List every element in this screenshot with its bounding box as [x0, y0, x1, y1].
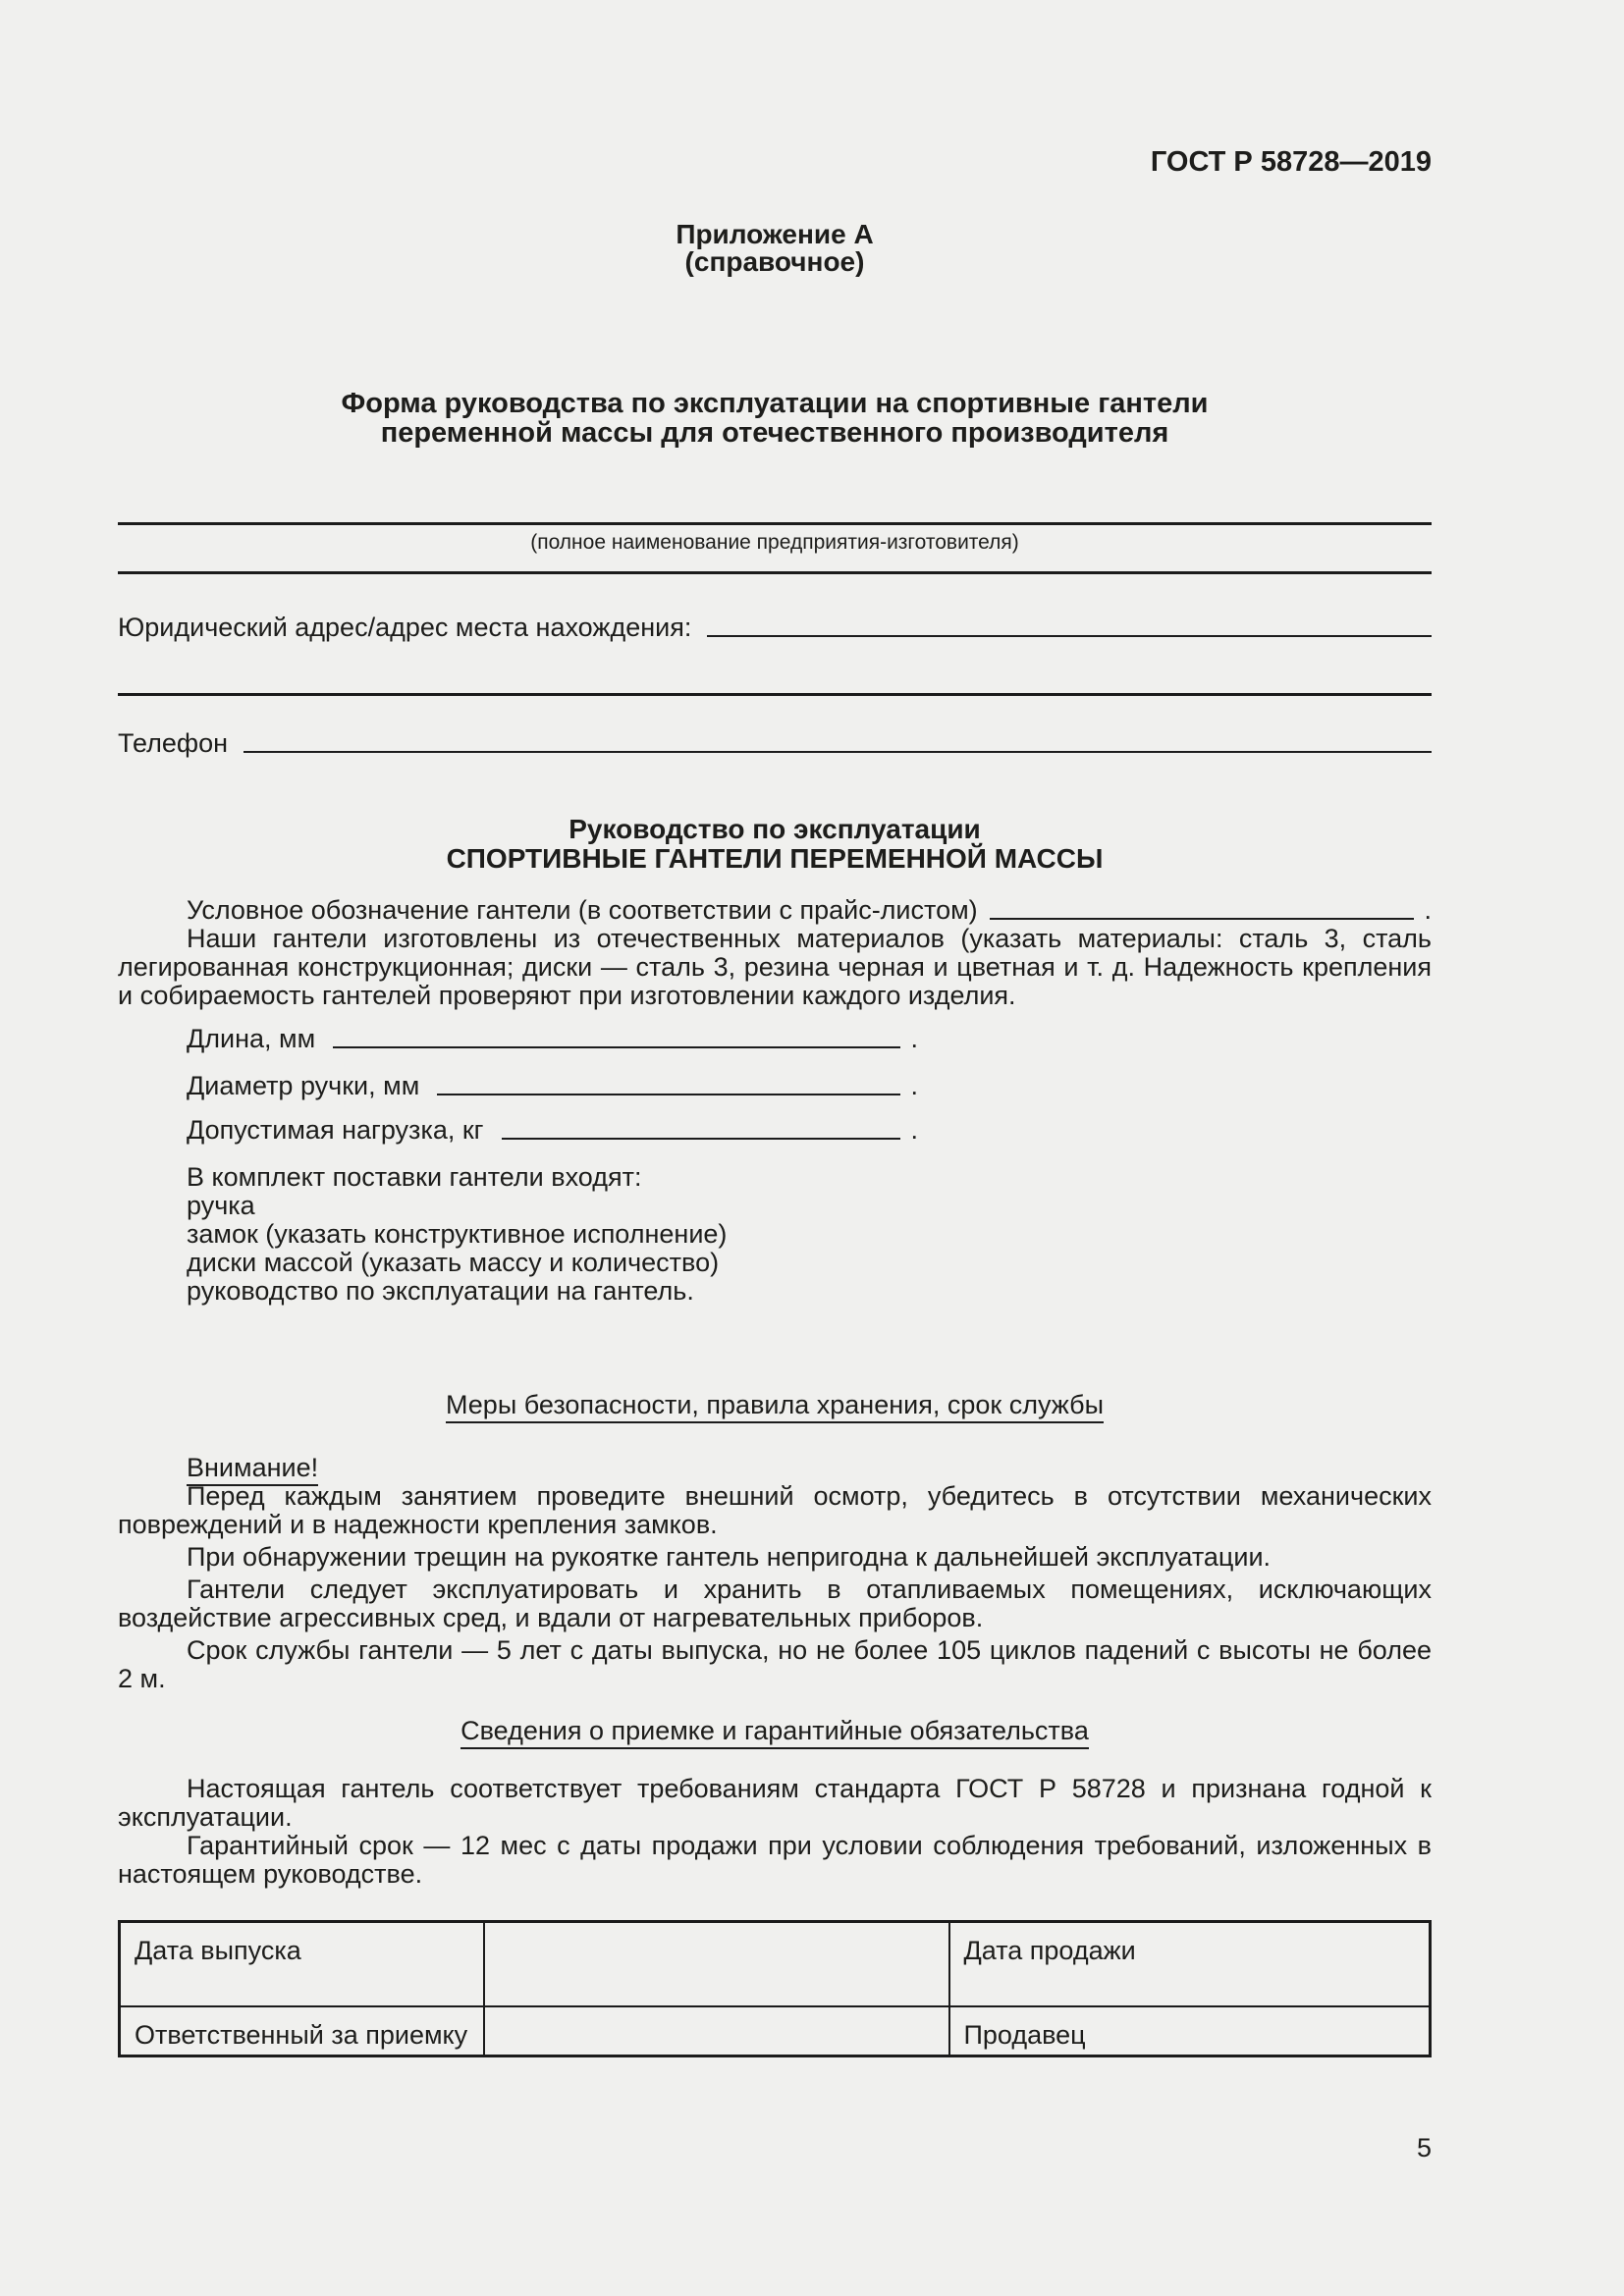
acceptance-table	[118, 1920, 1432, 2057]
manufacturer-name-line-2	[118, 571, 1432, 574]
acceptance-section-heading-text: Сведения о приемке и гарантийные обязательства	[460, 1716, 1089, 1749]
designation-blank-line	[990, 918, 1415, 920]
appendix-label: Приложение А	[676, 219, 874, 249]
attention-label	[187, 1454, 1432, 1482]
form-title-line-2: переменной массы для отечественного производителя	[380, 417, 1169, 449]
package-contents-list	[187, 1163, 1432, 1306]
designation-row	[118, 896, 1432, 925]
appendix-heading	[118, 221, 1432, 276]
acceptance-responsible-value-cell	[484, 2006, 949, 2056]
length-field-row	[187, 1025, 918, 1053]
acceptance-paragraph: Гарантийный срок — 12 мес с даты продажи при условии соблюдения требований, изложенных в настоящем руководстве.	[118, 1831, 1432, 1889]
package-item: ручка	[187, 1191, 255, 1220]
dimension-fields	[187, 1025, 1432, 1145]
appendix-type: (справочное)	[684, 246, 865, 277]
manual-heading	[118, 815, 1432, 874]
materials-paragraph: Наши гантели изготовлены из отечественных материалов (указать материалы: сталь 3, сталь легированная конструкционная; диски — сталь 3, резина черная и цветная и т. д. Надежность крепления и собираемость гантелей проверяют при изготовлении каждого изделия.	[118, 924, 1432, 1010]
seller-label-cell: Продавец	[949, 2006, 1431, 2056]
max-load-field-label: Допустимая нагрузка, кг	[187, 1115, 484, 1145]
handle-diameter-field-label: Диаметр ручки, мм	[187, 1071, 420, 1100]
safety-section-heading-text: Меры безопасности, правила хранения, срок службы	[446, 1390, 1104, 1423]
page-content	[118, 0, 1432, 2163]
manual-heading-line-1: Руководство по эксплуатации	[568, 814, 981, 844]
issue-date-label-cell: Дата выпуска	[120, 1922, 484, 2007]
max-load-blank-line	[502, 1138, 901, 1140]
length-blank-line	[333, 1046, 900, 1048]
max-load-field-suffix: .	[910, 1115, 918, 1145]
handle-diameter-field-row	[187, 1072, 918, 1100]
safety-paragraph: При обнаружении трещин на рукоятке гантель непригодна к дальнейшей эксплуатации.	[187, 1542, 1272, 1572]
safety-paragraph: Срок службы гантели — 5 лет с даты выпуска, но не более 105 циклов падений с высоты не более 2 м.	[118, 1635, 1432, 1693]
legal-address-label: Юридический адрес/адрес места нахождения:	[118, 613, 692, 642]
phone-label: Телефон	[118, 728, 229, 758]
acceptance-section-heading	[118, 1717, 1432, 1745]
form-title-line-1: Форма руководства по эксплуатации на спортивные гантели	[341, 388, 1209, 419]
page-number: 5	[1416, 2133, 1432, 2163]
safety-paragraph: Гантели следует эксплуатировать и хранить в отапливаемых помещениях, исключающих воздействие агрессивных сред, и вдали от нагревательных приборов.	[118, 1575, 1432, 1632]
manufacturer-name-caption: (полное наименование предприятия-изготовителя)	[530, 531, 1019, 554]
safety-section-heading	[118, 1391, 1432, 1419]
length-field-label: Длина, мм	[187, 1024, 316, 1053]
length-field-suffix: .	[910, 1024, 918, 1053]
legal-address-line-2	[118, 693, 1432, 696]
designation-label: Условное обозначение гантели (в соответствии с прайс-листом)	[187, 895, 978, 925]
form-title	[118, 389, 1432, 448]
legal-address-row	[118, 614, 1432, 642]
handle-diameter-blank-line	[437, 1094, 900, 1095]
phone-row	[118, 729, 1432, 758]
package-item: руководство по эксплуатации на гантель.	[187, 1276, 694, 1306]
issue-date-value-cell	[484, 1922, 949, 2007]
attention-label-text: Внимание!	[187, 1453, 318, 1486]
standard-code: ГОСТ Р 58728—2019	[1150, 146, 1432, 178]
handle-diameter-field-suffix: .	[910, 1071, 918, 1100]
acceptance-paragraph: Настоящая гантель соответствует требованиям стандарта ГОСТ Р 58728 и признана годной к эксплуатации.	[118, 1774, 1432, 1832]
manufacturer-name-line	[118, 522, 1432, 525]
max-load-field-row	[187, 1116, 918, 1145]
legal-address-blank-line	[707, 635, 1432, 637]
table-row	[120, 2006, 1431, 2056]
package-item: замок (указать конструктивное исполнение)	[187, 1219, 728, 1249]
package-item: диски массой (указать массу и количество)	[187, 1248, 720, 1277]
package-contents-intro: В комплект поставки гантели входят:	[187, 1162, 642, 1192]
acceptance-responsible-label-cell: Ответственный за приемку	[120, 2006, 484, 2056]
table-row	[120, 1922, 1431, 2007]
phone-blank-line	[244, 751, 1432, 753]
designation-suffix: .	[1424, 895, 1432, 925]
sale-date-label-cell: Дата продажи	[949, 1922, 1431, 2007]
manual-heading-line-2: СПОРТИВНЫЕ ГАНТЕЛИ ПЕРЕМЕННОЙ МАССЫ	[446, 843, 1104, 874]
safety-paragraph: Перед каждым занятием проведите внешний осмотр, убедитесь в отсутствии механических повреждений и в надежности крепления замков.	[118, 1481, 1432, 1539]
